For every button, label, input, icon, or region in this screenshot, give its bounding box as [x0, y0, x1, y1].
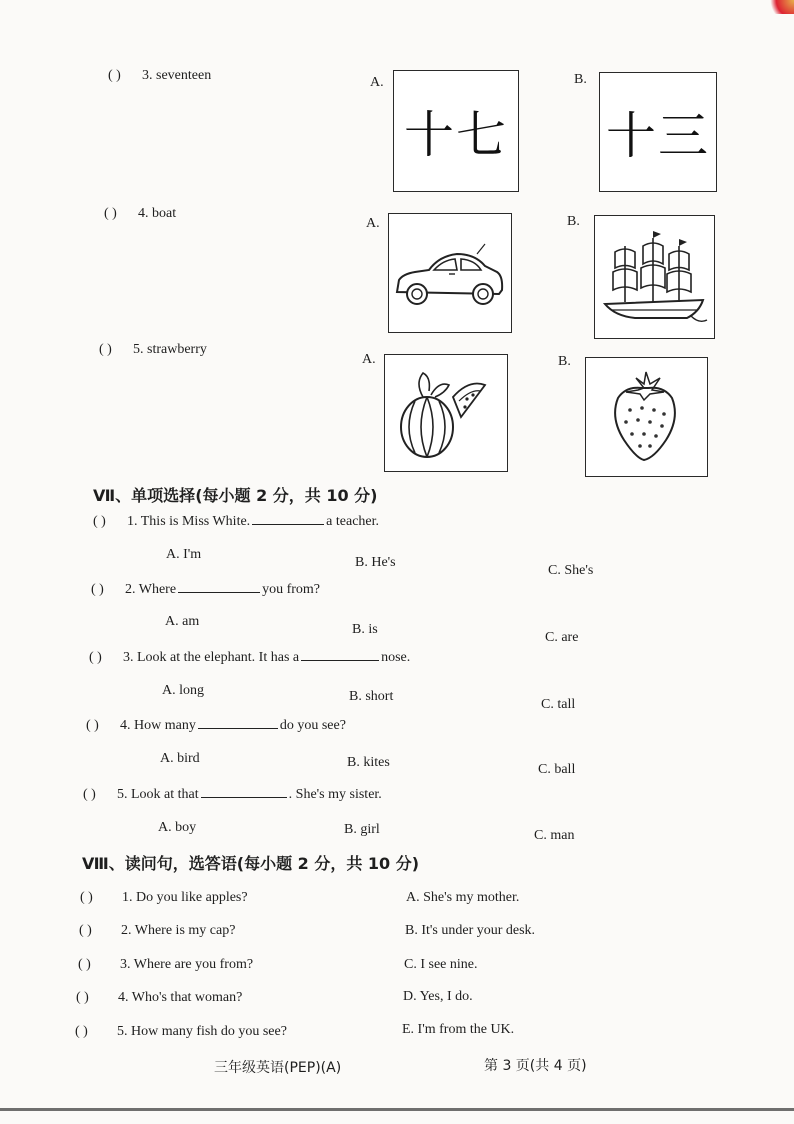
s7-q2-stem — [91, 580, 320, 598]
option-a-picture[interactable] — [388, 213, 512, 333]
option-b[interactable]: B. He's — [355, 555, 396, 570]
option-a[interactable]: A. long — [162, 683, 204, 698]
option-a[interactable]: A. bird — [160, 751, 200, 766]
option-b[interactable]: B. is — [352, 622, 378, 637]
answer-paren[interactable]: ( ) — [83, 787, 96, 802]
chinese-seventeen-text: 十七 — [404, 106, 508, 164]
fill-blank[interactable] — [198, 716, 278, 729]
fill-blank[interactable] — [252, 512, 324, 525]
answer-option: A. She's my mother. — [406, 890, 520, 905]
question-number: 5. — [117, 787, 128, 802]
section-score-note: (每小题 2 分，共 10 分) — [195, 486, 378, 505]
question-3-stem — [108, 68, 211, 84]
question-text: 5. How many fish do you see? — [117, 1024, 287, 1039]
question-text: do you see? — [279, 718, 346, 733]
sailing-ship-icon — [595, 216, 712, 336]
option-a-picture[interactable] — [384, 354, 508, 472]
question-number: 4. — [120, 718, 131, 733]
answer-paren[interactable]: ( ) — [79, 923, 92, 938]
option-c[interactable]: C. are — [545, 630, 579, 645]
question-4-stem — [104, 206, 176, 222]
option-b[interactable]: B. kites — [347, 755, 390, 770]
answer-paren[interactable]: ( ) — [108, 68, 121, 83]
chinese-thirteen-text: 十三 — [606, 107, 710, 165]
option-a-label: A. — [362, 352, 376, 367]
option-b-picture[interactable] — [599, 72, 717, 192]
option-c[interactable]: C. man — [534, 828, 575, 843]
option-b-picture[interactable] — [585, 357, 708, 477]
question-number: 3. — [123, 650, 134, 665]
section-title: Ⅷ、读问句，选答语 — [82, 854, 237, 873]
answer-option: C. I see nine. — [404, 957, 478, 972]
answer-paren[interactable]: ( ) — [93, 514, 106, 529]
car-icon — [389, 214, 509, 330]
question-text: 4. Who's that woman? — [118, 990, 243, 1005]
s8-q5-stem — [75, 1024, 287, 1040]
section-8-heading — [82, 851, 419, 874]
option-a-label: A. — [366, 216, 380, 231]
strawberry-icon — [586, 358, 705, 474]
question-text: 4. boat — [138, 206, 177, 221]
question-number: 1. — [127, 514, 138, 529]
answer-paren[interactable]: ( ) — [104, 206, 117, 221]
answer-paren[interactable]: ( ) — [99, 342, 112, 357]
option-c[interactable]: C. tall — [541, 697, 576, 712]
answer-paren[interactable]: ( ) — [89, 650, 102, 665]
option-a[interactable]: A. boy — [158, 820, 197, 835]
option-c[interactable]: C. ball — [538, 762, 576, 777]
s7-q4-stem — [86, 716, 346, 734]
s8-q4-stem — [76, 990, 242, 1006]
question-text: How many — [134, 718, 196, 733]
answer-paren[interactable]: ( ) — [86, 718, 99, 733]
option-c[interactable]: C. She's — [548, 563, 594, 578]
option-b-picture[interactable] — [594, 215, 715, 339]
corner-stain — [768, 0, 794, 14]
option-b-label: B. — [567, 214, 580, 229]
option-b-label: B. — [558, 354, 571, 369]
answer-paren[interactable]: ( ) — [78, 957, 91, 972]
s8-q1-stem — [80, 890, 248, 906]
answer-paren[interactable]: ( ) — [91, 582, 104, 597]
answer-paren[interactable]: ( ) — [76, 990, 89, 1005]
footer-page-number: 第 3 页(共 4 页) — [484, 1058, 587, 1074]
option-b[interactable]: B. short — [349, 689, 394, 704]
option-b[interactable]: B. girl — [344, 822, 380, 837]
s8-q3-stem — [78, 957, 253, 973]
section-score-note: (每小题 2 分，共 10 分) — [236, 854, 420, 873]
section-title: Ⅶ、单项选择 — [93, 486, 196, 505]
option-a[interactable]: A. I'm — [166, 547, 202, 562]
question-text: 3. Where are you from? — [120, 957, 254, 972]
page-bottom-edge — [0, 1108, 794, 1111]
question-text: you from? — [262, 582, 320, 597]
question-text: 2. Where is my cap? — [121, 923, 236, 938]
s7-q5-stem — [83, 785, 382, 803]
s7-q3-stem — [89, 648, 410, 666]
fill-blank[interactable] — [178, 580, 260, 593]
answer-option: E. I'm from the UK. — [402, 1022, 515, 1037]
question-number: 2. — [125, 582, 136, 597]
question-text: 1. Do you like apples? — [122, 890, 248, 905]
question-text: 3. seventeen — [142, 68, 212, 83]
question-text: . She's my sister. — [288, 787, 382, 802]
option-a[interactable]: A. am — [165, 614, 200, 629]
question-5-stem — [99, 342, 207, 358]
fill-blank[interactable] — [201, 785, 287, 798]
option-a-label: A. — [370, 75, 384, 90]
question-text: Look at that — [131, 787, 199, 802]
question-text: 5. strawberry — [133, 342, 207, 357]
section-7-heading — [93, 483, 378, 506]
option-b-label: B. — [574, 72, 587, 87]
question-text: This is Miss White. — [140, 514, 251, 529]
s8-q2-stem — [79, 923, 235, 939]
question-text: Look at the elephant. It has a — [137, 650, 300, 665]
watermelon-icon — [385, 355, 505, 469]
question-text: Where — [138, 582, 177, 597]
question-text: nose. — [381, 650, 411, 665]
option-a-picture[interactable] — [393, 70, 519, 192]
footer-subject: 三年级英语(PEP)(A) — [214, 1060, 342, 1076]
answer-paren[interactable]: ( ) — [80, 890, 93, 905]
s7-q1-stem — [93, 512, 379, 530]
answer-option: B. It's under your desk. — [405, 923, 536, 938]
fill-blank[interactable] — [301, 648, 379, 661]
answer-paren[interactable]: ( ) — [75, 1024, 88, 1039]
answer-option: D. Yes, I do. — [403, 989, 473, 1004]
question-text: a teacher. — [326, 514, 380, 529]
